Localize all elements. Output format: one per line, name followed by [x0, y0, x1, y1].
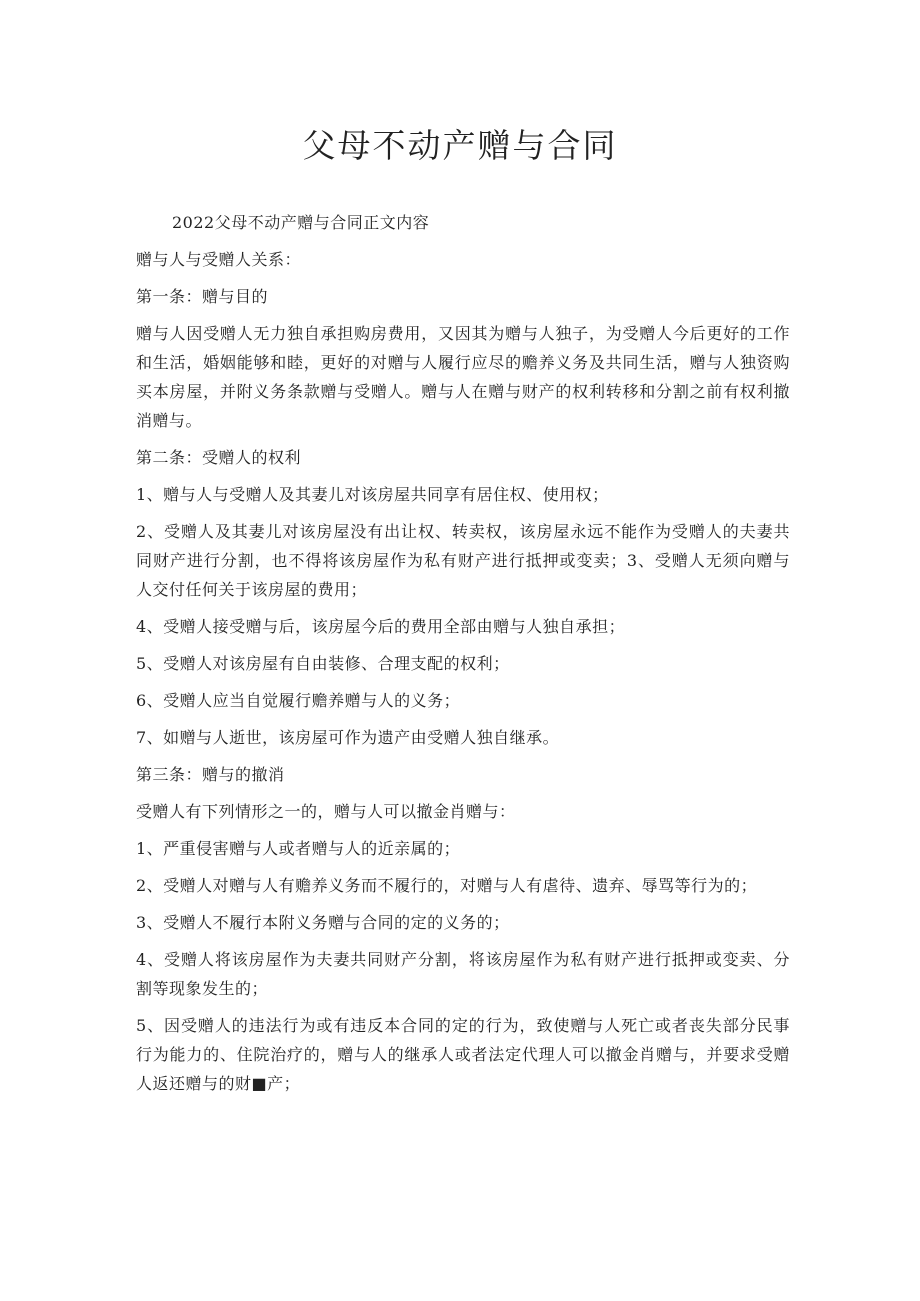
section-2-heading: 第二条：受赠人的权利	[136, 448, 302, 467]
section-1-text: 赠与人因受赠人无力独自承担购房费用，又因其为赠与人独子，为受赠人今后更好的工作和生活，婚姻能够和睦，更好的对赠与人履行应尽的赡养义务及共同生活，赠与人独资购买本房屋，并附义务条款赠与受赠人。赠与人在赠与财产的权利转移和分割之前有权利撤消赠与。	[136, 324, 790, 430]
section-2-item: 7、如赠与人逝世，该房屋可作为遗产由受赠人独自继承。	[136, 728, 560, 747]
document-body	[136, 208, 790, 1106]
section-3-item: 3、受赠人不履行本附义务赠与合同的定的义务的；	[136, 913, 510, 932]
relation-line: 赠与人与受赠人关系：	[136, 250, 302, 269]
section-2-item: 5、受赠人对该房屋有自由装修、合理支配的权利；	[136, 654, 510, 673]
section-3-item: 4、受赠人将该房屋作为夫妻共同财产分割，将该房屋作为私有财产进行抵押或变卖、分割等现象发生的；	[136, 950, 790, 998]
section-2-item: 6、受赠人应当自觉履行赡养赠与人的义务；	[136, 691, 461, 710]
section-2-item: 4、受赠人接受赠与后，该房屋今后的费用全部由赠与人独自承担；	[136, 617, 626, 636]
section-3-item: 1、严重侵害赠与人或者赠与人的近亲属的；	[136, 839, 461, 858]
document-title: 父母不动产赠与合同	[302, 126, 618, 165]
intro-line: 2022父母不动产赠与合同正文内容	[172, 213, 430, 232]
section-3-item: 5、因受赠人的违法行为或有违反本合同的定的行为，致使赠与人死亡或者丧失部分民事行为能力的、住院治疗的，赠与人的继承人或者法定代理人可以撤金肖赠与，并要求受赠人返还赠与的财■产；	[136, 1016, 790, 1093]
section-1-heading: 第一条：赠与目的	[136, 287, 269, 306]
section-2-item: 1、赠与人与受赠人及其妻儿对该房屋共同享有居住权、使用权；	[136, 485, 609, 504]
section-3-item: 2、受赠人对赠与人有赡养义务而不履行的，对赠与人有虐待、遗弃、辱骂等行为的；	[136, 876, 758, 895]
section-2-item: 2、受赠人及其妻儿对该房屋没有出让权、转卖权，该房屋永远不能作为受赠人的夫妻共同财产进行分割，也不得将该房屋作为私有财产进行抵押或变卖；3、受赠人无须向赠与人交付任何关于该房屋的费用；	[136, 522, 790, 599]
section-3-lead: 受赠人有下列情形之一的，赠与人可以撤金肖赠与：	[136, 802, 516, 821]
section-3-heading: 第三条：赠与的撤消	[136, 765, 285, 784]
